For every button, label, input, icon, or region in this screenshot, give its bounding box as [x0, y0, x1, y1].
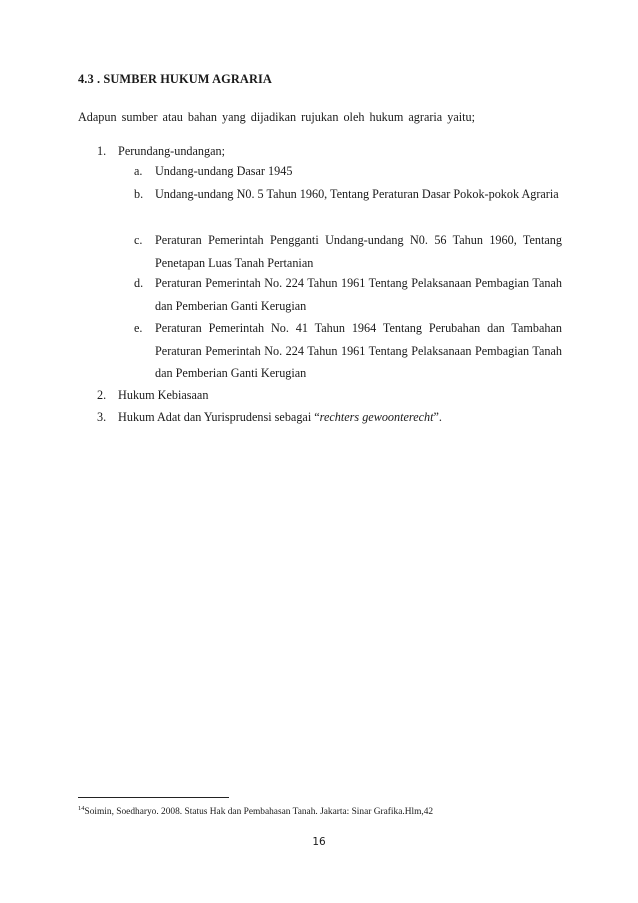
list-item-number: 2.	[97, 388, 107, 402]
list-item-1	[97, 144, 225, 159]
sub-item-text: Undang-undang N0. 5 Tahun 1960, Tentang Peraturan Dasar Pokok-pokok Agraria	[155, 187, 559, 201]
sub-item-letter: b.	[134, 187, 144, 201]
list-item-text: Perundang-undangan;	[118, 144, 225, 158]
sub-item-c	[134, 229, 562, 274]
sub-item-a	[134, 160, 562, 183]
sub-item-d	[134, 272, 562, 317]
list-item-3	[97, 410, 442, 425]
sub-item-letter: d.	[134, 276, 144, 290]
section-heading: 4.3 . SUMBER HUKUM AGRARIA	[78, 72, 272, 86]
footnote-marker: 14	[78, 805, 85, 812]
sub-item-text: Undang-undang Dasar 1945	[155, 164, 293, 178]
footnote-separator	[78, 797, 229, 798]
list-item-2	[97, 388, 208, 403]
sub-item-letter: c.	[134, 233, 143, 247]
list-item-number: 3.	[97, 410, 107, 424]
list-item-text-italic: rechters gewoonterecht	[319, 410, 434, 424]
sub-item-b	[134, 183, 562, 206]
footnote	[78, 805, 433, 817]
list-item-text-before: Hukum Adat dan Yurisprudensi sebagai “	[118, 410, 320, 424]
footnote-text: Soimin, Soedharyo. 2008. Status Hak dan Pembahasan Tanah. Jakarta: Sinar Grafika.Hlm,42	[84, 807, 434, 817]
sub-item-e	[134, 317, 562, 385]
sub-item-text: Peraturan Pemerintah Pengganti Undang-undang N0. 56 Tahun 1960, Tentang Penetapan Luas Tanah Pertanian	[155, 233, 562, 270]
sub-item-letter: e.	[134, 321, 143, 335]
sub-item-letter: a.	[134, 164, 143, 178]
list-item-text-after: ”.	[433, 410, 442, 424]
sub-item-text: Peraturan Pemerintah No. 41 Tahun 1964 Tentang Perubahan dan Tambahan Peraturan Pemerintah No. 224 Tahun 1961 Tentang Pelaksanaan Pembagian Tanah dan Pemberian Ganti Kerugian	[155, 321, 562, 381]
intro-paragraph: Adapun sumber atau bahan yang dijadikan rujukan oleh hukum agraria yaitu;	[78, 110, 476, 124]
page-number: 16	[312, 836, 326, 848]
sub-item-text: Peraturan Pemerintah No. 224 Tahun 1961 Tentang Pelaksanaan Pembagian Tanah dan Pemberian Ganti Kerugian	[155, 276, 562, 313]
list-item-text: Hukum Kebiasaan	[118, 388, 209, 402]
list-item-number: 1.	[97, 144, 107, 158]
